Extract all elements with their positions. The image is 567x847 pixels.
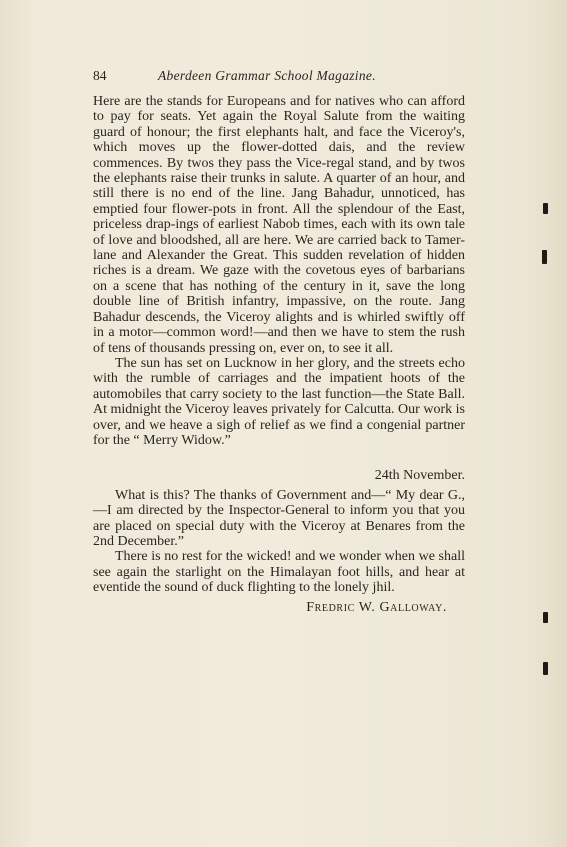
dateline: 24th November. xyxy=(374,468,465,484)
paragraph: The sun has set on Lucknow in her glory, and the streets echo with the rumble of carriages and the impatient hoots of the automobiles that carry society to the last function—the State Ball. At midnight the Viceroy leaves privately for Calcutta. Our work is over, and we heave a sigh of relief as we find a congenial partner for the “ Merry Widow.” xyxy=(93,355,465,448)
running-title: Aberdeen Grammar School Magazine. xyxy=(158,68,376,83)
binding-mark xyxy=(542,250,547,264)
binding-mark xyxy=(543,203,548,214)
binding-mark xyxy=(543,612,548,623)
page-number: 84 xyxy=(93,68,107,83)
paragraph: There is no rest for the wicked! and we wonder when we shall see again the starlight on the Himalayan foot hills, and hear at eventide the sound of duck flighting to the lonely jhil. xyxy=(93,549,465,596)
paragraph: What is this? The thanks of Government and—“ My dear G.,—I am directed by the Inspector-General to inform you that you are placed on special duty with the Viceroy at Benares from the 2nd December.” xyxy=(93,487,465,549)
author-signature: Fredric W. Galloway. xyxy=(306,599,447,615)
article-body xyxy=(93,94,465,615)
paragraph: Here are the stands for Europeans and for natives who can afford to pay for seats. Yet again the Royal Salute from the waiting guard of honour; the first elephants halt, and face the Viceroy's, which moves up the flower-dotted dais, and the review commences. By twos they pass the Vice-regal stand, and by twos the elephants raise their trunks in salute. A quarter of an hour, and still there is no end of the line. Jang Bahadur, unnoticed, has emptied four flower-pots in front. All the splendour of the East, priceless drap-ings of earliest Nabob times, each with its own tale of love and bloodshed, all are here. We are carried back to Tamer-lane and Alexander the Great. This sudden revelation of hidden riches is a dream. We gaze with the covetous eyes of barbarians on a scene that has nothing of the century in it, save the long double line of British infantry, impassive, on the route. Jang Bahadur descends, the Viceroy alights and is whirled swiftly off in a motor—common word!—and then we have to stem the rush of tens of thousands pressing on, ever on, to see it all. xyxy=(93,94,465,356)
binding-mark xyxy=(543,662,548,675)
page-header xyxy=(93,68,473,86)
